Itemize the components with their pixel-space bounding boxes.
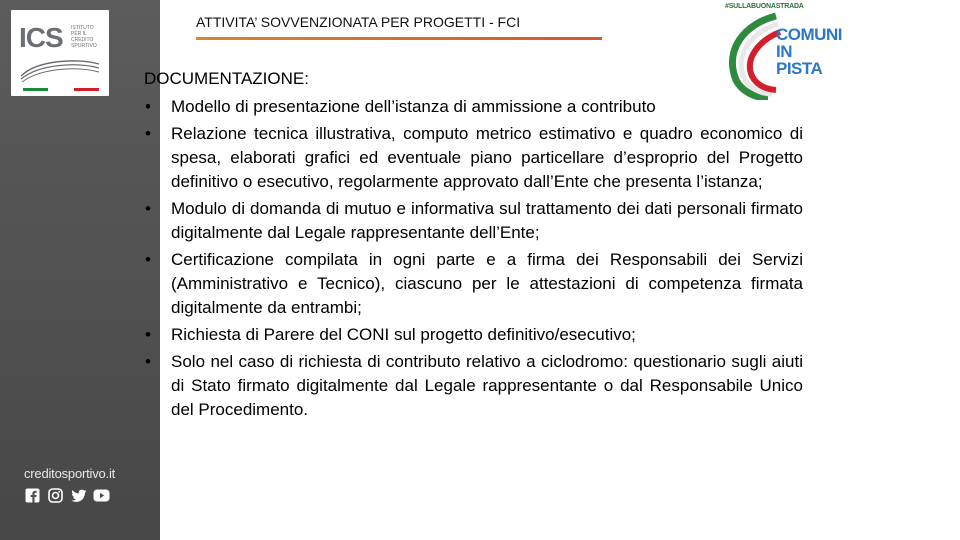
list-item — [142, 350, 803, 423]
list-item — [142, 323, 803, 347]
list-item — [142, 95, 803, 119]
logo-text: ICS — [19, 22, 63, 53]
comuni-in-pista-logo — [722, 2, 842, 100]
logo-subtitle: ISTITUTO PER IL CREDITO SPORTIVO — [71, 25, 97, 49]
page-title: ATTIVITA’ SOVVENZIONATA PER PROGETTI - FCI — [196, 14, 521, 30]
list-item-text: Certificazione compilata in ogni parte e a firma dei Responsabili dei Servizi (Amministrativo e Tecnico), ciascuno per le attestazioni di competenza firmata digitalmente da entrambi; — [171, 249, 803, 318]
list-item-text: Modulo di domanda di mutuo e informativa sul trattamento dei dati personali firmato digitalmente dal Legale rappresentante dell’Ente; — [171, 198, 803, 243]
sidebar — [0, 0, 160, 540]
twitter-icon[interactable] — [70, 487, 87, 504]
logo-flag — [23, 88, 99, 91]
list-item — [142, 248, 803, 321]
badge-swoosh-icon — [722, 10, 782, 100]
bullet: • — [145, 97, 151, 116]
list-item-text: Solo nel caso di richiesta di contributo relativo a ciclodromo: questionario sugli aiuti di Stato firmato digitalmente dal Legale rappresentante o dal Responsabile Unico del Procedimento. — [171, 351, 803, 419]
ics-logo[interactable] — [11, 10, 109, 96]
website-link[interactable]: creditosportivo.it — [24, 466, 116, 481]
title-underline — [196, 37, 602, 40]
instagram-icon[interactable] — [47, 487, 64, 504]
documentation-list — [142, 95, 803, 425]
bullet: • — [145, 324, 151, 344]
logo-swoosh-icon — [17, 54, 103, 84]
list-item — [142, 122, 803, 195]
bullet: • — [145, 123, 151, 143]
badge-hashtag: #SULLABUONASTRADA — [725, 3, 804, 10]
list-item-text: Relazione tecnica illustrativa, computo metrico estimativo e quadro economico di spesa, elaborati grafici ed eventuale piano particellare d’esproprio del Progetto definitivo o esecutivo, regolarmente approvato dall’Ente che presenta l’istanza; — [171, 123, 803, 192]
list-item-text: Richiesta di Parere del CONI sul progetto definitivo/esecutivo; — [171, 324, 636, 344]
facebook-icon[interactable] — [24, 487, 41, 504]
badge-title-line-1: COMUNI — [776, 25, 842, 44]
badge-title — [776, 26, 842, 77]
section-heading: DOCUMENTAZIONE: — [144, 69, 309, 88]
list-item-text: Modello di presentazione dell’istanza di ammissione a contributo — [171, 97, 656, 116]
bullet: • — [145, 249, 151, 269]
bullet: • — [145, 198, 151, 218]
list-item — [142, 197, 803, 245]
social-links — [24, 487, 110, 504]
youtube-icon[interactable] — [93, 487, 110, 504]
badge-title-line-2: IN PISTA — [776, 42, 823, 78]
bullet: • — [145, 351, 151, 371]
